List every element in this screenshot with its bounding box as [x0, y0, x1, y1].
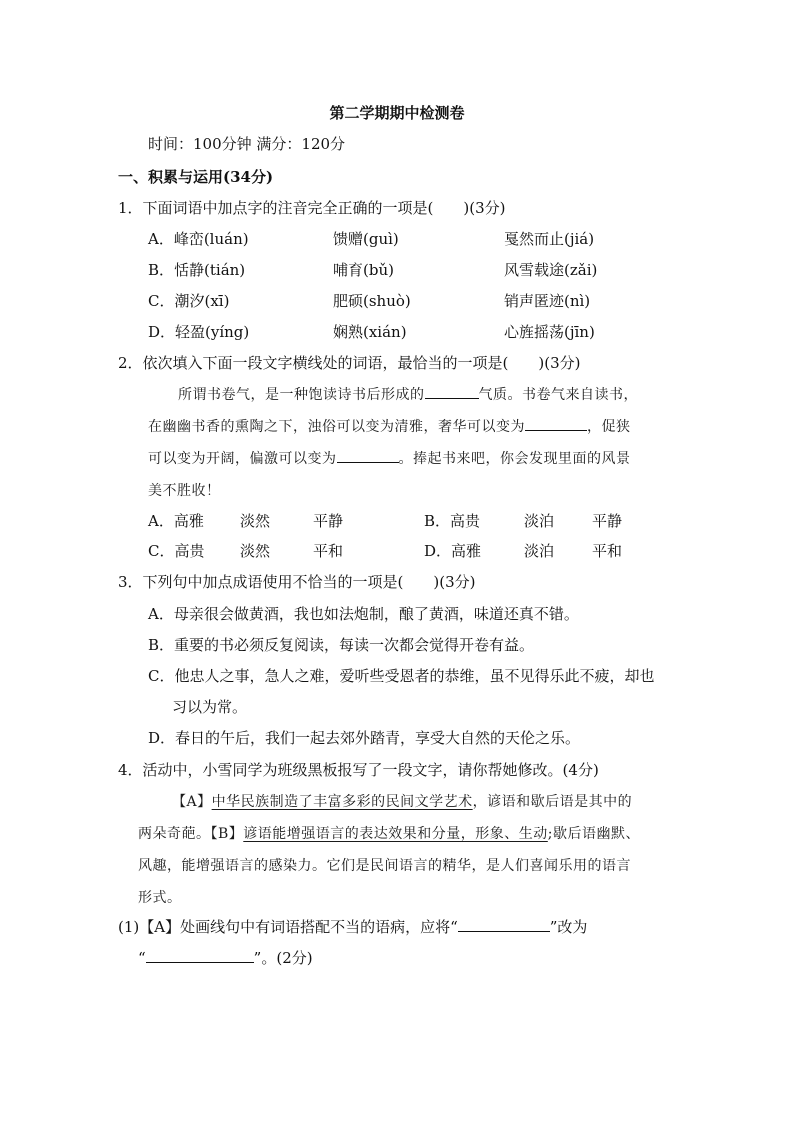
q4-sub1-text: ”。(2分) [253, 949, 313, 967]
q3-option-b: B．重要的书必须反复阅读，每读一次都会觉得开卷有益。 [148, 636, 535, 654]
q2-option-c: C．高贵 [148, 542, 205, 560]
q4-sub1-text: “ [138, 949, 146, 967]
q1-option-d3: 心旌摇荡(jīn) [504, 323, 595, 341]
q4-sub1-line2 [138, 947, 313, 968]
q4-sub1-line1 [118, 916, 587, 937]
q2-option-d: D．高雅 [424, 542, 482, 560]
q2-passage-line2 [148, 416, 631, 436]
q4-tag-a: 【A】 [172, 794, 212, 810]
q1-option-a2: 馈赠(guì) [333, 230, 399, 248]
q2-option-a-word2: 淡然 [240, 512, 271, 530]
q2-option-a: A．高雅 [148, 512, 204, 530]
q1-option-d1: D．轻盈(yíng) [148, 323, 250, 341]
q3-option-c-cont: 习以为常。 [172, 698, 248, 716]
fill-blank[interactable] [458, 917, 550, 932]
q3-option-d: D．春日的午后，我们一起去郊外踏青，享受大自然的天伦之乐。 [148, 729, 581, 747]
q4-passage-text: 两朵奇葩。 [138, 826, 211, 842]
q2-option-d-word3: 平和 [592, 542, 623, 560]
q2-passage-text: ，促狭 [587, 419, 631, 435]
q3-option-a: A．母亲很会做黄酒，我也如法炮制，酿了黄酒，味道还真不错。 [148, 605, 579, 623]
q4-underlined-sentence-b: 谚语能增强语言的表达效果和分量，形象、生动 [243, 826, 548, 842]
q4-passage-line4: 形式。 [138, 890, 182, 906]
q2-option-c-word2: 淡然 [240, 542, 271, 560]
fill-blank[interactable] [337, 448, 399, 463]
q4-sub1-text: (1)【A】处画线句中有词语搭配不当的语病，应将“ [118, 918, 458, 936]
q4-stem: 4．活动中，小雪同学为班级黑板报写了一段文字，请你帮她修改。(4分) [118, 761, 599, 779]
q4-tag-b: 【B】 [210, 826, 244, 842]
q2-option-b: B．高贵 [424, 512, 481, 530]
q4-sub1-text: ”改为 [549, 918, 588, 936]
q2-passage-text: 可以变为开阔，偏激可以变为 [148, 451, 337, 467]
q4-passage-text: ;歇后语幽默、 [547, 826, 641, 842]
q1-option-c3: 销声匿迹(nì) [504, 292, 591, 310]
fill-blank[interactable] [425, 384, 479, 399]
fill-blank[interactable] [525, 416, 587, 431]
q2-passage-line4: 美不胜收！ [148, 483, 221, 499]
q2-passage-text: 。捧起书来吧，你会发现里面的风景 [398, 451, 631, 467]
q4-passage-line3: 风趣，能增强语言的感染力。它们是民间语言的精华，是人们喜闻乐用的语言 [138, 858, 631, 874]
q4-underlined-sentence-a: 中华民族制造了丰富多彩的民间文学艺术 [211, 794, 473, 810]
q1-option-d2: 娴熟(xián) [333, 323, 407, 341]
q1-option-c2: 肥硕(shuò) [333, 292, 411, 310]
q2-option-d-word2: 淡泊 [524, 542, 555, 560]
q1-stem: 1．下面词语中加点字的注音完全正确的一项是( )(3分) [118, 199, 506, 217]
section-heading: 一、积累与运用(34分) [118, 168, 274, 186]
q2-option-a-word3: 平静 [313, 512, 344, 530]
q3-option-c: C．他忠人之事，急人之难，爱听些受恩者的恭维，虽不见得乐此不疲，却也 [148, 667, 655, 685]
q2-passage-line1 [178, 384, 638, 404]
q2-passage-text: 在幽幽书香的熏陶之下，浊俗可以变为清雅，奢华可以变为 [148, 419, 525, 435]
q1-option-b1: B．恬静(tián) [148, 261, 246, 279]
q2-option-b-word3: 平静 [592, 512, 623, 530]
page-title: 第二学期期中检测卷 [329, 104, 465, 122]
q2-passage-text: 所谓书卷气，是一种饱读诗书后形成的 [178, 387, 425, 403]
q2-option-c-word3: 平和 [313, 542, 344, 560]
q1-option-b3: 风雪载途(zǎi) [504, 261, 598, 279]
q1-option-c1: C．潮汐(xī) [148, 292, 230, 310]
q2-passage-line3 [148, 448, 631, 468]
fill-blank[interactable] [146, 948, 254, 963]
q4-passage-line2 [138, 823, 640, 843]
q2-option-b-word2: 淡泊 [524, 512, 555, 530]
q2-stem: 2．依次填入下面一段文字横线处的词语，最恰当的一项是( )(3分) [118, 354, 581, 372]
q4-passage-text: ，谚语和歇后语是其中的 [472, 794, 633, 810]
q3-stem: 3．下列句中加点成语使用不恰当的一项是( )(3分) [118, 573, 476, 591]
q1-option-a3: 戛然而止(jiá) [504, 230, 595, 248]
exam-meta: 时间：100分钟 满分：120分 [148, 135, 346, 153]
q1-option-a1: A．峰峦(luán) [148, 230, 249, 248]
q4-passage-line1 [172, 791, 632, 811]
q2-passage-text: 气质。书卷气来自读书， [478, 387, 638, 403]
q1-option-b2: 哺育(bǔ) [333, 261, 394, 279]
